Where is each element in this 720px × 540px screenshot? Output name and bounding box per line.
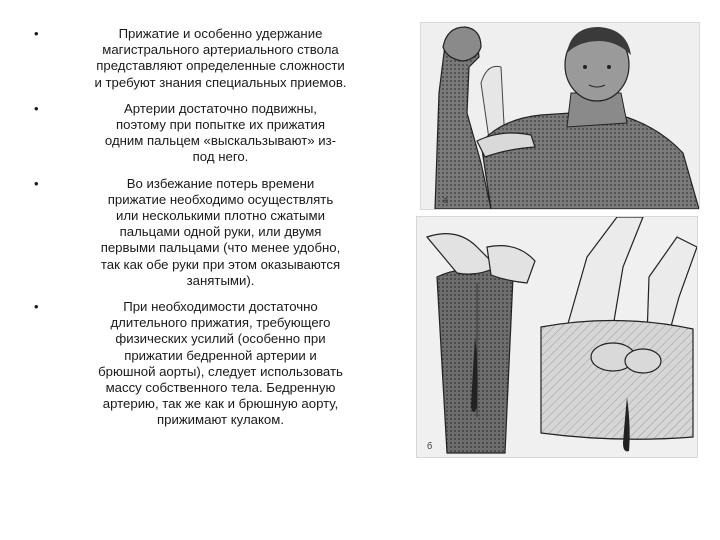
figure-label-b: б <box>427 441 433 451</box>
illustration-svg-2 <box>417 217 697 457</box>
bullet-text: Артерии достаточно подвижны, поэтому при попытке их прижатия одним пальцем «выскальзывают» из- под него. <box>104 100 337 165</box>
illustration-svg <box>421 23 699 209</box>
bullet-list <box>34 26 379 439</box>
bullet-item <box>34 176 379 289</box>
bullet-item <box>34 299 379 429</box>
figure-label-a: а <box>443 195 449 205</box>
bullet-dot: • <box>34 26 39 41</box>
illustration-subclavian-compression <box>420 22 700 210</box>
bullet-item <box>34 101 379 166</box>
bullet-dot: • <box>34 299 39 315</box>
bullet-dot: • <box>34 100 39 116</box>
illustration-femoral-aorta-compression <box>416 216 698 458</box>
bullet-text: Прижатие и особенно удержание магистрального артериального ствола представляют определенные сложности и требуют знания специальных приемов. <box>94 26 347 90</box>
bullet-text: При необходимости достаточно длительного прижатия, требующего физических усилий (особенно при прижатии бедренной артерии и брюшной аорты), следует использовать массу собственного тела. Бедренную артерию, так же как и брюшную аорту, прижимают кулаком. <box>98 299 343 428</box>
bullet-dot: • <box>34 175 39 191</box>
bullet-text: Во избежание потерь времени прижатие необходимо осуществлять или несколькими плотно сжатыми пальцами одной руки, или двумя первыми пальцами (что менее удобно, так как обе руки при этом оказываются занятыми). <box>100 175 341 288</box>
bullet-item <box>34 26 379 91</box>
